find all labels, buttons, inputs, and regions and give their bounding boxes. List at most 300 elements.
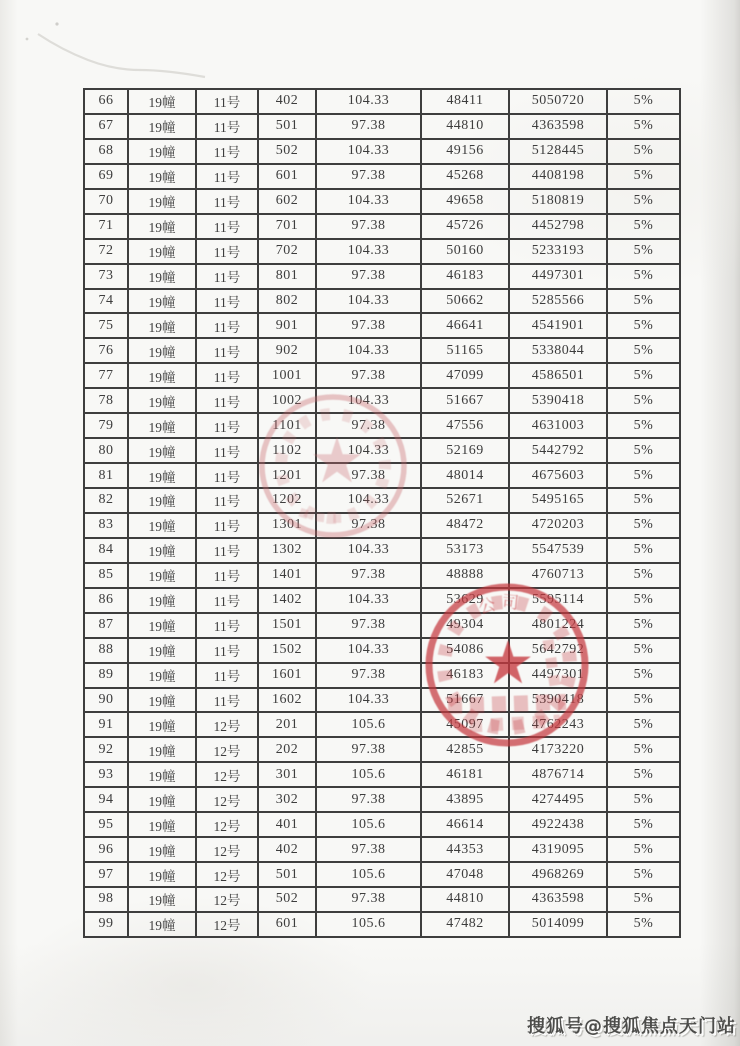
table-cell: 104.33 [316,588,421,613]
table-cell: 502 [258,887,316,912]
table-cell: 47556 [421,413,509,438]
table-cell: 104.33 [316,239,421,264]
table-cell: 5% [607,89,680,114]
table-cell: 11号 [196,488,258,513]
table-cell: 96 [84,837,128,862]
table-cell: 97.38 [316,563,421,588]
table-cell: 4922438 [509,812,607,837]
table-cell: 19幢 [128,638,196,663]
table-cell: 5% [607,363,680,388]
table-cell: 11号 [196,663,258,688]
table-cell: 97.38 [316,837,421,862]
table-row [84,762,680,787]
table-cell: 47482 [421,912,509,937]
table-cell: 66 [84,89,128,114]
table-row [84,812,680,837]
table-cell: 802 [258,289,316,314]
table-cell: 1502 [258,638,316,663]
table-cell: 48014 [421,463,509,488]
table-cell: 4363598 [509,887,607,912]
table-cell: 19幢 [128,289,196,314]
paper-speck [26,38,29,41]
table-cell: 5% [607,513,680,538]
table-cell: 502 [258,139,316,164]
table-cell: 4762243 [509,712,607,737]
table-cell: 11号 [196,613,258,638]
table-cell: 5% [607,114,680,139]
table-cell: 5% [607,289,680,314]
table-cell: 19幢 [128,538,196,563]
table-row [84,413,680,438]
table-cell: 97.38 [316,114,421,139]
table-cell: 701 [258,214,316,239]
table-cell: 12号 [196,787,258,812]
table-cell: 49156 [421,139,509,164]
table-cell: 51667 [421,688,509,713]
table-cell: 5% [607,912,680,937]
table-cell: 5% [607,787,680,812]
table-cell: 5050720 [509,89,607,114]
table-cell: 1501 [258,613,316,638]
table-cell: 105.6 [316,712,421,737]
table-row [84,837,680,862]
table-cell: 5% [607,638,680,663]
table-cell: 4631003 [509,413,607,438]
watermark: 搜狐号@搜狐焦点天门站 [527,1016,736,1037]
table-cell: 46641 [421,313,509,338]
table-cell: 1601 [258,663,316,688]
table-cell: 19幢 [128,189,196,214]
table-cell: 5% [607,613,680,638]
table-cell: 12号 [196,762,258,787]
table-row [84,463,680,488]
table-cell: 19幢 [128,737,196,762]
table-row [84,912,680,937]
table-cell: 48411 [421,89,509,114]
stamp-arc-char: 司 [500,592,520,613]
table-cell: 85 [84,563,128,588]
table-row [84,214,680,239]
price-table [83,88,681,938]
table-cell: 11号 [196,338,258,363]
table-cell: 97.38 [316,787,421,812]
table-cell: 1002 [258,388,316,413]
table-cell: 11号 [196,438,258,463]
table-cell: 901 [258,313,316,338]
table-cell: 54086 [421,638,509,663]
table-cell: 5% [607,762,680,787]
table-cell: 11号 [196,463,258,488]
table-cell: 401 [258,812,316,837]
table-cell: 47048 [421,862,509,887]
table-cell: 5% [607,239,680,264]
table-cell: 49658 [421,189,509,214]
table-cell: 11号 [196,214,258,239]
table-row [84,164,680,189]
table-cell: 1402 [258,588,316,613]
table-cell: 4408198 [509,164,607,189]
table-cell: 19幢 [128,264,196,289]
table-cell: 104.33 [316,388,421,413]
table-row [84,363,680,388]
table-cell: 19幢 [128,388,196,413]
table-cell: 801 [258,264,316,289]
table-cell: 104.33 [316,688,421,713]
table-cell: 46183 [421,663,509,688]
table-cell: 94 [84,787,128,812]
table-cell: 4274495 [509,787,607,812]
stamp-arc-char: 公 [476,594,498,618]
table-cell: 19幢 [128,139,196,164]
table-cell: 46614 [421,812,509,837]
table-cell: 601 [258,912,316,937]
table-row [84,663,680,688]
table-row [84,438,680,463]
table-cell: 19幢 [128,239,196,264]
table-cell: 97.38 [316,663,421,688]
table-cell: 11号 [196,513,258,538]
table-cell: 5% [607,139,680,164]
table-cell: 68 [84,139,128,164]
table-cell: 45726 [421,214,509,239]
table-cell: 71 [84,214,128,239]
table-cell: 46181 [421,762,509,787]
table-cell: 5547539 [509,538,607,563]
table-cell: 104.33 [316,638,421,663]
table-cell: 73 [84,264,128,289]
table-cell: 702 [258,239,316,264]
table-cell: 5442792 [509,438,607,463]
table-cell: 97.38 [316,363,421,388]
table-cell: 19幢 [128,89,196,114]
table-cell: 48472 [421,513,509,538]
table-cell: 19幢 [128,488,196,513]
table-cell: 5% [607,264,680,289]
table-cell: 97.38 [316,463,421,488]
table-cell: 89 [84,663,128,688]
table-cell: 19幢 [128,887,196,912]
table-cell: 19幢 [128,214,196,239]
table-row [84,613,680,638]
table-cell: 12号 [196,837,258,862]
table-cell: 5% [607,313,680,338]
table-cell: 69 [84,164,128,189]
table-cell: 5233193 [509,239,607,264]
table-cell: 5% [607,887,680,912]
table-cell: 5390418 [509,388,607,413]
table-cell: 5% [607,737,680,762]
table-cell: 11号 [196,139,258,164]
table-cell: 11号 [196,313,258,338]
table-cell: 104.33 [316,139,421,164]
table-cell: 104.33 [316,338,421,363]
table-cell: 402 [258,837,316,862]
table-cell: 19幢 [128,463,196,488]
table-row [84,89,680,114]
table-cell: 97.38 [316,737,421,762]
table-cell: 104.33 [316,438,421,463]
table-row [84,264,680,289]
table-cell: 93 [84,762,128,787]
table-cell: 81 [84,463,128,488]
table-row [84,488,680,513]
table-cell: 5180819 [509,189,607,214]
table-cell: 104.33 [316,488,421,513]
table-cell: 52671 [421,488,509,513]
table-cell: 19幢 [128,787,196,812]
table-row [84,114,680,139]
table-cell: 51165 [421,338,509,363]
table-cell: 11号 [196,413,258,438]
table-cell: 11号 [196,688,258,713]
table-cell: 83 [84,513,128,538]
table-cell: 11号 [196,363,258,388]
paper-speck [55,22,58,25]
table-cell: 97.38 [316,214,421,239]
table-row [84,239,680,264]
table-cell: 1102 [258,438,316,463]
table-cell: 11号 [196,89,258,114]
table-cell: 42855 [421,737,509,762]
table-cell: 19幢 [128,413,196,438]
table-cell: 19幢 [128,588,196,613]
table-cell: 97.38 [316,613,421,638]
table-cell: 1302 [258,538,316,563]
crease-line [38,34,205,77]
table-cell: 19幢 [128,613,196,638]
table-cell: 19幢 [128,164,196,189]
table-cell: 72 [84,239,128,264]
table-cell: 91 [84,712,128,737]
table-cell: 501 [258,114,316,139]
table-cell: 50662 [421,289,509,314]
table-cell: 51667 [421,388,509,413]
table-cell: 4586501 [509,363,607,388]
table-cell: 4319095 [509,837,607,862]
table-cell: 12号 [196,812,258,837]
table-cell: 5014099 [509,912,607,937]
table-cell: 76 [84,338,128,363]
table-cell: 50160 [421,239,509,264]
table-cell: 75 [84,313,128,338]
table-row [84,388,680,413]
table-cell: 45268 [421,164,509,189]
table-cell: 53173 [421,538,509,563]
table-cell: 5% [607,488,680,513]
table-row [84,538,680,563]
table-row [84,712,680,737]
table-cell: 74 [84,289,128,314]
table-cell: 4675603 [509,463,607,488]
table-row [84,139,680,164]
table-cell: 19幢 [128,812,196,837]
table-row [84,563,680,588]
table-row [84,588,680,613]
table-cell: 104.33 [316,538,421,563]
table-cell: 301 [258,762,316,787]
table-cell: 98 [84,887,128,912]
table-cell: 12号 [196,862,258,887]
table-cell: 105.6 [316,912,421,937]
table-cell: 5% [607,438,680,463]
table-cell: 67 [84,114,128,139]
table-cell: 84 [84,538,128,563]
table-cell: 202 [258,737,316,762]
table-row [84,887,680,912]
table-cell: 5% [607,862,680,887]
table-cell: 19幢 [128,363,196,388]
table-cell: 5495165 [509,488,607,513]
table-cell: 4801224 [509,613,607,638]
table-cell: 97.38 [316,164,421,189]
table-cell: 11号 [196,164,258,189]
table-cell: 19幢 [128,313,196,338]
table-cell: 97.38 [316,513,421,538]
table-cell: 5128445 [509,139,607,164]
table-cell: 90 [84,688,128,713]
table-row [84,313,680,338]
table-cell: 53629 [421,588,509,613]
table-cell: 5% [607,588,680,613]
table-cell: 11号 [196,638,258,663]
table-cell: 4173220 [509,737,607,762]
table-cell: 5% [607,338,680,363]
table-cell: 44810 [421,114,509,139]
table-cell: 45097 [421,712,509,737]
table-cell: 97.38 [316,264,421,289]
table-cell: 4876714 [509,762,607,787]
table-cell: 902 [258,338,316,363]
table-cell: 12号 [196,737,258,762]
table-cell: 12号 [196,912,258,937]
price-table-body [84,89,680,937]
table-cell: 47099 [421,363,509,388]
table-row [84,737,680,762]
table-cell: 302 [258,787,316,812]
table-cell: 4363598 [509,114,607,139]
table-cell: 19幢 [128,563,196,588]
table-cell: 5% [607,663,680,688]
table-cell: 5% [607,837,680,862]
table-cell: 11号 [196,189,258,214]
table-cell: 12号 [196,887,258,912]
table-cell: 5595114 [509,588,607,613]
table-cell: 48888 [421,563,509,588]
table-cell: 86 [84,588,128,613]
table-cell: 43895 [421,787,509,812]
table-cell: 4541901 [509,313,607,338]
table-cell: 19幢 [128,762,196,787]
table-cell: 4452798 [509,214,607,239]
table-cell: 11号 [196,388,258,413]
table-cell: 11号 [196,538,258,563]
table-cell: 1201 [258,463,316,488]
table-cell: 1101 [258,413,316,438]
table-cell: 1301 [258,513,316,538]
table-row [84,862,680,887]
table-cell: 44353 [421,837,509,862]
table-cell: 11号 [196,563,258,588]
table-cell: 5% [607,563,680,588]
table-row [84,338,680,363]
table-cell: 5% [607,164,680,189]
table-cell: 201 [258,712,316,737]
table-cell: 601 [258,164,316,189]
table-cell: 44810 [421,887,509,912]
table-cell: 19幢 [128,862,196,887]
table-cell: 11号 [196,588,258,613]
table-cell: 49304 [421,613,509,638]
table-cell: 1202 [258,488,316,513]
table-cell: 19幢 [128,513,196,538]
table-cell: 5% [607,812,680,837]
table-cell: 5% [607,413,680,438]
table-cell: 19幢 [128,338,196,363]
table-cell: 4968269 [509,862,607,887]
table-cell: 19幢 [128,688,196,713]
table-cell: 105.6 [316,762,421,787]
table-cell: 11号 [196,289,258,314]
table-cell: 5% [607,388,680,413]
table-cell: 19幢 [128,663,196,688]
table-cell: 12号 [196,712,258,737]
table-cell: 88 [84,638,128,663]
table-row [84,189,680,214]
table-cell: 11号 [196,114,258,139]
table-row [84,688,680,713]
table-cell: 11号 [196,239,258,264]
table-cell: 104.33 [316,289,421,314]
table-cell: 79 [84,413,128,438]
table-cell: 402 [258,89,316,114]
table-cell: 105.6 [316,862,421,887]
table-cell: 78 [84,388,128,413]
table-cell: 19幢 [128,114,196,139]
table-cell: 77 [84,363,128,388]
table-cell: 92 [84,737,128,762]
table-cell: 5285566 [509,289,607,314]
table-cell: 19幢 [128,837,196,862]
table-cell: 5390418 [509,688,607,713]
table-cell: 4497301 [509,264,607,289]
table-cell: 5338044 [509,338,607,363]
table-row [84,513,680,538]
table-cell: 1401 [258,563,316,588]
table-cell: 97.38 [316,313,421,338]
table-row [84,289,680,314]
table-cell: 5% [607,463,680,488]
table-cell: 5% [607,189,680,214]
table-cell: 5% [607,538,680,563]
table-cell: 5% [607,712,680,737]
table-cell: 105.6 [316,812,421,837]
table-cell: 19幢 [128,912,196,937]
table-cell: 87 [84,613,128,638]
table-cell: 97 [84,862,128,887]
table-cell: 52169 [421,438,509,463]
table-cell: 99 [84,912,128,937]
table-cell: 97.38 [316,887,421,912]
table-cell: 95 [84,812,128,837]
table-cell: 5% [607,214,680,239]
table-cell: 97.38 [316,413,421,438]
table-cell: 5% [607,688,680,713]
table-cell: 70 [84,189,128,214]
table-row [84,638,680,663]
table-cell: 104.33 [316,189,421,214]
table-cell: 1001 [258,363,316,388]
table-cell: 4720203 [509,513,607,538]
